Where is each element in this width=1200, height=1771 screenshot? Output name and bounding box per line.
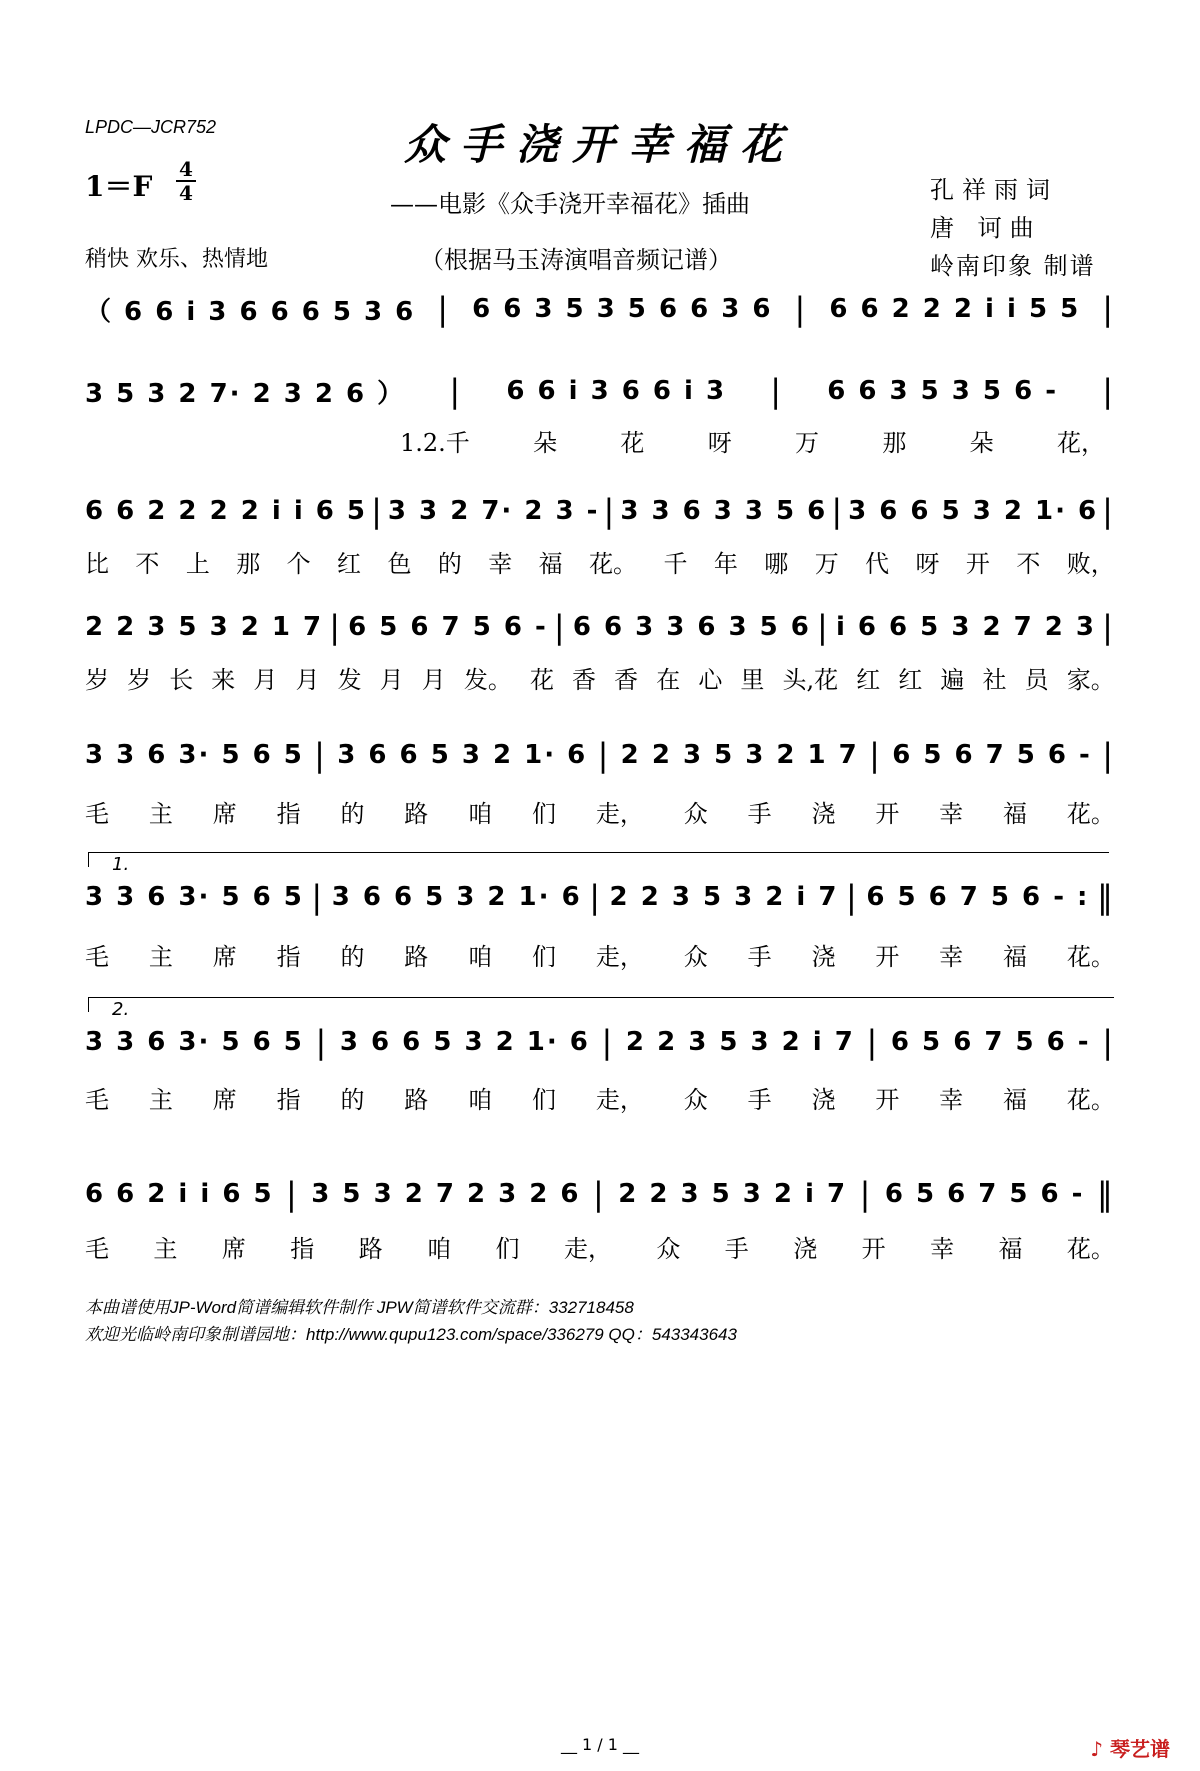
lyric-syllable: 指	[276, 943, 301, 971]
notation-line	[85, 608, 1115, 646]
lyric-syllable: 毛	[85, 800, 109, 828]
lyric-syllable: 千	[663, 550, 688, 578]
lyric-syllable: 幸	[939, 800, 964, 828]
lyric-syllable: 咱	[468, 943, 493, 971]
lyric-syllable: 指	[276, 1086, 301, 1114]
barline: |	[329, 608, 342, 646]
lyric-syllable: 来	[211, 666, 236, 694]
lyric-syllable: 岁	[127, 666, 152, 694]
lyric-syllable: 1.2.千	[400, 429, 470, 457]
lyrics-line	[85, 937, 1115, 972]
lyric-syllable: 走，	[563, 1235, 612, 1263]
barline: |	[866, 1023, 880, 1061]
lyric-syllable: 上	[185, 550, 210, 578]
barline: |	[371, 492, 384, 530]
lyric-syllable: 福	[1003, 800, 1028, 828]
time-signature-top: 4	[179, 157, 193, 181]
lyric-syllable: 不	[135, 550, 160, 578]
lyric-syllable: 幸	[939, 1086, 964, 1114]
notation-line	[85, 372, 1115, 410]
lyric-syllable: 那	[236, 550, 261, 578]
lyric-syllable: 浇	[793, 1235, 818, 1263]
lyric-syllable: 呀	[915, 550, 940, 578]
measure: 3 6 6 5 3 2 1· 6	[337, 740, 588, 770]
notation-line	[85, 290, 1115, 328]
lyric-syllable: 咱	[468, 1086, 493, 1114]
volta-bracket	[88, 997, 1114, 1012]
lyric-syllable: 福	[998, 1235, 1023, 1263]
barline: |	[831, 492, 845, 530]
measure: 3 5 3 2 7 2 3 2 6	[311, 1179, 581, 1209]
lyric-syllable: 花，	[1056, 429, 1105, 457]
lyrics-line	[85, 544, 1115, 579]
lyric-syllable: 们	[532, 1086, 557, 1114]
lyric-syllable: 年	[713, 550, 738, 578]
barline: |	[592, 1175, 606, 1213]
lyric-syllable: 月	[253, 666, 278, 694]
barline: |	[597, 736, 611, 774]
measure: 3 3 6 3· 5 6 5	[85, 882, 304, 912]
measure: 3 3 6 3· 5 6 5	[85, 740, 304, 770]
lyric-syllable: 心	[698, 666, 723, 694]
lyric-syllable: 那	[882, 429, 907, 457]
barline: |	[437, 290, 451, 328]
lyric-syllable: 社	[982, 666, 1007, 694]
volta-label: 1.	[112, 854, 130, 875]
barline: |	[859, 1175, 873, 1213]
barline: |	[601, 1023, 615, 1061]
barline: |	[1102, 372, 1115, 410]
lyric-syllable: 代	[865, 550, 890, 578]
barline: |	[553, 608, 567, 646]
lyric-syllable: 香	[614, 666, 639, 694]
lyric-syllable: 的	[340, 943, 365, 971]
measure: 3 6 6 5 3 2 1· 6	[339, 1027, 590, 1057]
barline: |	[770, 372, 784, 410]
lyric-syllable: 个	[286, 550, 311, 578]
measure: 2 2 3 5 3 2 1 7	[85, 612, 324, 642]
lyric-syllable: 手	[747, 943, 772, 971]
notation-line	[85, 736, 1115, 774]
lyric-syllable: 发。	[463, 666, 512, 694]
lyric-syllable: 花	[620, 429, 645, 457]
lyric-syllable: 众	[683, 1086, 708, 1114]
composer-credit: 唐 诃曲	[930, 214, 1042, 242]
footer-website-line: 欢迎光临岭南印象制谱园地：http://www.qupu123.com/space/336279 QQ：543343643	[85, 1325, 737, 1344]
lyric-syllable: 主	[148, 943, 173, 971]
lyric-syllable: 红	[337, 550, 362, 578]
measure: 3 3 6 3 3 5 6	[620, 496, 828, 526]
lyric-syllable: 红	[856, 666, 881, 694]
lyric-syllable: 员	[1024, 666, 1049, 694]
barline: |	[311, 878, 325, 916]
measure: 2 2 3 5 3 2 i 7	[618, 1179, 848, 1209]
lyric-syllable: 岁	[85, 666, 109, 694]
lyric-syllable: 路	[404, 943, 429, 971]
lyric-syllable: 席	[212, 1086, 237, 1114]
lyric-syllable: 朵	[969, 429, 994, 457]
transcription-note: （根据马玉涛演唱音频记谱）	[420, 246, 732, 274]
measure: 6 5 6 7 5 6 - :	[866, 882, 1090, 912]
lyric-syllable: 不	[1016, 550, 1041, 578]
measure: 6 5 6 7 5 6 -	[884, 1179, 1085, 1209]
lyric-syllable: 们	[532, 800, 557, 828]
lyric-syllable: 毛	[85, 943, 109, 971]
lyric-syllable: 月	[379, 666, 404, 694]
measure: 6 6 2 i i 6 5	[85, 1179, 274, 1209]
lyric-syllable: 的	[340, 800, 365, 828]
lyric-syllable: 福	[1003, 943, 1028, 971]
arranger-credit: 岭南印象 制谱	[930, 252, 1096, 280]
lyric-syllable: 咱	[427, 1235, 452, 1263]
lyric-syllable: 们	[532, 943, 557, 971]
notation-line	[85, 1023, 1115, 1061]
lyric-syllable: 手	[724, 1235, 749, 1263]
lyric-syllable: 开	[875, 1086, 900, 1114]
lyric-syllable: 路	[358, 1235, 383, 1263]
barline: |	[846, 878, 859, 916]
measure: 2 2 3 5 3 2 1 7	[620, 740, 859, 770]
measure: 6 6 3 5 3 5 6 6 3 6	[472, 294, 773, 324]
lyric-syllable: 开	[875, 800, 900, 828]
lyrics-line	[85, 794, 1115, 829]
lyrics-line	[85, 1080, 1115, 1115]
subtitle: ——电影《众手浇开幸福花》插曲	[390, 190, 750, 218]
lyric-syllable: 众	[656, 1235, 681, 1263]
barline: ‖	[1097, 878, 1115, 916]
lyric-syllable: 福	[1003, 1086, 1028, 1114]
lyric-syllable: 色	[387, 550, 412, 578]
lyric-syllable: 红	[898, 666, 923, 694]
barline: |	[794, 290, 808, 328]
lyric-syllable: 手	[747, 1086, 772, 1114]
lyric-syllable: 月	[421, 666, 446, 694]
lyric-syllable: 众	[683, 800, 708, 828]
barline: |	[314, 736, 327, 774]
lyric-syllable: 主	[153, 1235, 178, 1263]
volta-label: 2.	[112, 999, 130, 1020]
measure: 2 2 3 5 3 2 i 7	[625, 1027, 855, 1057]
lyric-syllable: 比	[85, 550, 109, 578]
lyric-syllable: 浇	[811, 943, 836, 971]
lyric-syllable: 浇	[811, 1086, 836, 1114]
site-logo	[1090, 1733, 1170, 1762]
barline: |	[1102, 1023, 1115, 1061]
footer-software-line: 本曲谱使用JP-Word简谱编辑软件制作 JPW简谱软件交流群：332718458	[85, 1298, 634, 1317]
barline: |	[817, 608, 830, 646]
lyric-syllable: 指	[290, 1235, 315, 1263]
lyric-syllable: 走，	[595, 943, 644, 971]
notation-line	[85, 1175, 1115, 1213]
barline: |	[1102, 736, 1115, 774]
lyric-syllable: 幸	[939, 943, 964, 971]
lyric-syllable: 咱	[468, 800, 493, 828]
measure: （ 6 6 i 3 6 6 6 5 3 6	[85, 296, 416, 327]
lyric-syllable: 毛	[85, 1086, 109, 1114]
barline: |	[449, 372, 463, 410]
lyric-syllable: 长	[169, 666, 194, 694]
lyric-syllable: 头,花	[782, 666, 839, 694]
lyric-syllable: 里	[740, 666, 765, 694]
tempo-marking: 稍快 欢乐、热情地	[85, 247, 268, 272]
barline: |	[1102, 608, 1115, 646]
lyric-syllable: 浇	[811, 800, 836, 828]
lyric-syllable: 万	[795, 429, 820, 457]
measure: 3 5 3 2 7· 2 3 2 6 ）	[85, 378, 406, 409]
lyric-syllable: 花。	[589, 550, 638, 578]
lyric-syllable: 月	[295, 666, 320, 694]
volta-bracket	[88, 852, 1109, 867]
lyric-syllable: 在	[656, 666, 681, 694]
barline: |	[603, 492, 617, 530]
barline: |	[1102, 492, 1115, 530]
barline: |	[869, 736, 882, 774]
lyric-syllable: 香	[572, 666, 597, 694]
lyric-syllable: 路	[404, 800, 429, 828]
barline: |	[315, 1023, 329, 1061]
measure: 3 6 6 5 3 2 1· 6	[848, 496, 1099, 526]
lyric-syllable: 主	[148, 800, 173, 828]
lyric-syllable: 开	[861, 1235, 886, 1263]
lyric-syllable: 福	[538, 550, 563, 578]
measure: 3 3 2 7· 2 3 -	[387, 496, 600, 526]
lyric-syllable: 败，	[1066, 550, 1115, 578]
lyric-syllable: 众	[683, 943, 708, 971]
notation-line	[85, 878, 1115, 916]
lyric-syllable: 万	[814, 550, 839, 578]
lyric-syllable: 指	[276, 800, 301, 828]
measure: 6 6 2 2 2 i i 5 5	[829, 294, 1081, 324]
lyric-syllable: 席	[212, 943, 237, 971]
lyric-syllable: 走，	[595, 800, 644, 828]
key-signature: 1＝F	[85, 170, 153, 203]
measure: 6 6 3 5 3 5 6 -	[827, 376, 1059, 406]
time-signature-bottom: 4	[179, 181, 193, 205]
lyric-syllable: 花。	[1066, 943, 1115, 971]
measure: i 6 6 5 3 2 7 2 3	[835, 612, 1096, 642]
measure: 3 3 6 3· 5 6 5	[85, 1027, 304, 1057]
lyrics-line	[400, 423, 1105, 458]
page-number: __ 1 / 1 __	[560, 1735, 640, 1754]
measure: 6 6 3 3 6 3 5 6	[572, 612, 811, 642]
lyric-syllable: 发	[337, 666, 362, 694]
lyric-syllable: 路	[404, 1086, 429, 1114]
barline: |	[286, 1175, 299, 1213]
measure: 2 2 3 5 3 2 i 7	[609, 882, 839, 912]
lyric-syllable: 花。	[1066, 1086, 1115, 1114]
score-code: LPDC—JCR752	[85, 117, 217, 137]
lyric-syllable: 席	[212, 800, 237, 828]
lyric-syllable: 家。	[1066, 666, 1115, 694]
measure: 3 6 6 5 3 2 1· 6	[331, 882, 582, 912]
lyrics-line	[85, 1229, 1115, 1264]
lyric-syllable: 幸	[488, 550, 513, 578]
lyric-syllable: 手	[747, 800, 772, 828]
lyric-syllable: 哪	[764, 550, 789, 578]
lyric-syllable: 的	[340, 1086, 365, 1114]
lyric-syllable: 的	[437, 550, 462, 578]
measure: 6 6 i 3 6 6 i 3	[506, 376, 727, 406]
lyric-syllable: 花。	[1066, 1235, 1115, 1263]
lyric-syllable: 幸	[930, 1235, 955, 1263]
page-title: 众手浇开幸福花	[403, 120, 796, 169]
barline: |	[1102, 290, 1115, 328]
logo-text: 琴艺谱	[1110, 1737, 1170, 1761]
lyrics-line	[85, 660, 1115, 695]
measure: 6 5 6 7 5 6 -	[892, 740, 1092, 770]
logo-icon: ♪	[1090, 1737, 1104, 1761]
lyric-syllable: 席	[221, 1235, 246, 1263]
time-signature	[176, 158, 196, 204]
lyric-syllable: 遍	[940, 666, 965, 694]
lyric-syllable: 毛	[85, 1235, 109, 1263]
lyric-syllable: 走，	[595, 1086, 644, 1114]
barline: ‖	[1096, 1175, 1115, 1213]
lyric-syllable: 花。	[1066, 800, 1115, 828]
lyricist-credit: 孔祥雨词	[930, 176, 1058, 204]
lyric-syllable: 朵	[533, 429, 558, 457]
lyric-syllable: 呀	[707, 429, 732, 457]
barline: |	[589, 878, 602, 916]
lyric-syllable: 开	[875, 943, 900, 971]
measure: 6 5 6 7 5 6 -	[890, 1027, 1091, 1057]
lyric-syllable: 花	[529, 666, 554, 694]
measure: 6 6 2 2 2 2 i i 6 5	[85, 496, 368, 526]
measure: 6 5 6 7 5 6 -	[348, 612, 548, 642]
lyric-syllable: 们	[495, 1235, 520, 1263]
notation-line	[85, 492, 1115, 530]
lyric-syllable: 主	[148, 1086, 173, 1114]
lyric-syllable: 开	[965, 550, 990, 578]
